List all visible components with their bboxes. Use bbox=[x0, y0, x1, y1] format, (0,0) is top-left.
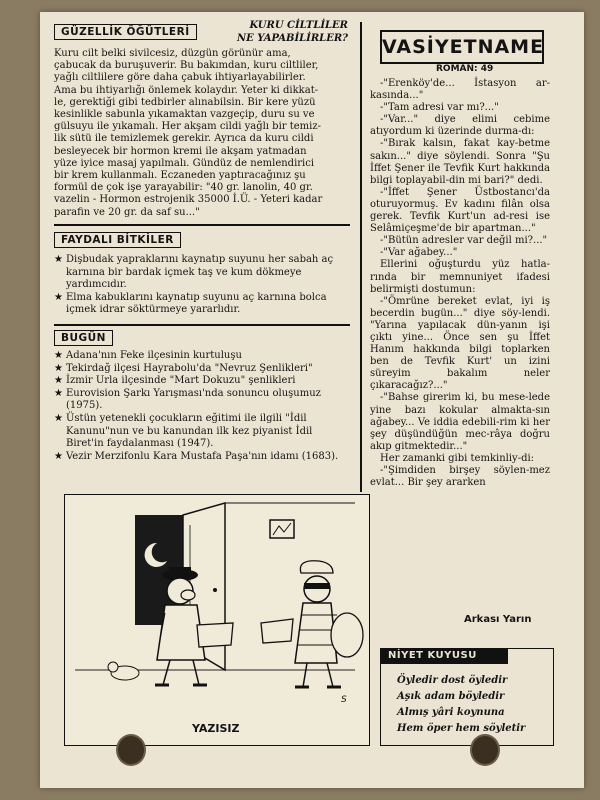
poem-line: Hem öper hem söyletir bbox=[397, 723, 526, 734]
list-item bbox=[54, 451, 348, 464]
article-line: yüze iyice masaj yapılmalı. Gündüz de nemlendirici bbox=[54, 157, 315, 169]
star-icon: ★ bbox=[54, 362, 63, 374]
article-line: gülsuyu ile yıkamalı. Her akşam cildi yağlı bir temiz- bbox=[54, 121, 322, 133]
list-item-text: Adana'nın Feke ilçesinin kurtuluşu bbox=[66, 350, 242, 361]
article-line: Kuru cilt belki sivilcesiz, düzgün görünür ama, bbox=[54, 48, 291, 59]
punch-hole bbox=[470, 734, 500, 766]
divider bbox=[54, 324, 350, 326]
bugun-list bbox=[54, 350, 348, 463]
list-item bbox=[54, 413, 348, 451]
star-icon: ★ bbox=[54, 291, 63, 303]
star-icon: ★ bbox=[54, 254, 63, 265]
article-line: bir krem kullanmalı. Eczaneden yaptıracağınız şu bbox=[54, 170, 306, 182]
article-line: yağlı ciltlilere göre daha çabuk ihtiyarlayabilirler. bbox=[54, 72, 306, 84]
serial-paragraph: -"Bütün adresler var değil mi?..." bbox=[380, 235, 548, 247]
star-icon: ★ bbox=[54, 350, 63, 361]
serial-masthead: VASİYETNAME bbox=[380, 30, 544, 64]
poem-line: Öyledir dost öyledir bbox=[397, 675, 508, 686]
list-item bbox=[54, 350, 348, 363]
list-item bbox=[54, 388, 348, 413]
newspaper-clipping bbox=[40, 12, 584, 788]
list-item-text: Vezir Merzifonlu Kara Mustafa Paşa'nın idamı (1683). bbox=[66, 450, 339, 462]
serial-paragraph: -"Ömrüne bereket evlat, iyi iş becerdin bugün..." diye söy-lendi. "Yarına yapılacak dün-yanın işi çıktı yine... Önce sen şu İffet Hanım hakkında bilgi toplarken ben de Tevfik Kurt' un izini süreyim bakalım neler çıkaracağız?..." bbox=[370, 295, 550, 392]
cartoon-illustration bbox=[64, 494, 370, 746]
serial-paragraph: -"İffet Şener Üstbostancı'da oturuyormuş. Ev kadını filân olsa gerek. Tevfik Kurt'un ad-resi ise Selâmiçeşme'de bir apartman..." bbox=[370, 186, 550, 235]
serial-paragraph: -"Bahse girerim ki, bu mese-lede yine bazı kokular almakta-sın ağabey... Ve iddia edebili-rim ki her şey düşündüğün mec-râya doğru akıp gitmektedir..." bbox=[370, 392, 550, 452]
serial-paragraph: -"Tam adresi var mı?..." bbox=[380, 102, 499, 114]
serial-paragraph: -"Var ağabey..." bbox=[380, 247, 458, 259]
article-line: parafin ve 20 gr. da saf su..." bbox=[54, 206, 200, 218]
article-line: lik sütü ile temizlemek gerekir. Ayrıca da kuru cildi bbox=[54, 133, 314, 145]
list-item-text: Dişbudak yapraklarını kaynatıp suyunu her sabah aç karnına bir bardak içmek taş ve kum dökmeye yardımcıdır. bbox=[66, 254, 334, 291]
section-title-niyet: NİYET KUYUSU bbox=[380, 648, 508, 664]
article-line: le, gerektiği gibi tedbirler alınabilsin. Bir kere yüzü bbox=[54, 96, 316, 108]
serial-part-number: ROMAN: 49 bbox=[436, 64, 494, 74]
list-item-text: Tekirdağ ilçesi Hayrabolu'da "Nevruz Şenlikleri" bbox=[66, 362, 313, 374]
serial-body bbox=[370, 78, 550, 489]
list-item bbox=[54, 375, 348, 388]
article-title: KURU CİLTLİLER NE YAPABİLİRLER? bbox=[236, 20, 348, 44]
article-line: kesinlikle sabunla yıkamaktan vazgeçip, duru su ve bbox=[54, 109, 315, 121]
star-icon: ★ bbox=[54, 387, 63, 399]
star-icon: ★ bbox=[54, 375, 63, 387]
serial-paragraph: -"Var..." diye elimi cebime atıyordum ki üzerinde durma-dı: bbox=[370, 114, 550, 138]
section-title-bugun: BUGÜN bbox=[54, 330, 113, 346]
article-line: besleyecek bir hormon kremi ile akşam yatmadan bbox=[54, 145, 307, 157]
article-body bbox=[54, 48, 348, 219]
punch-hole bbox=[116, 734, 146, 766]
cartoonist-signature: S bbox=[341, 695, 347, 705]
divider bbox=[54, 224, 350, 226]
list-item bbox=[54, 363, 348, 376]
niyet-kuyusu-box bbox=[380, 648, 554, 746]
list-item-text: Üstün yetenekli çocukların eğitimi ile ilgili "İdil Kanunu"nun ve bu kanundan ilk kez piyanist İdil Biret'in faydalanması (1947). bbox=[66, 412, 313, 450]
cartoon-caption: YAZISIZ bbox=[192, 722, 240, 735]
star-icon: ★ bbox=[54, 412, 63, 424]
serial-paragraph: -"Erenköy'de... İstasyon ar-kasında..." bbox=[370, 78, 550, 102]
serial-paragraph: Her zamanki gibi temkinliy-di: bbox=[380, 452, 535, 464]
serial-paragraph: -"Şimdiden birşey söylen-mez evlat... Bir şey ararken bbox=[370, 465, 550, 489]
cartoon-drawing bbox=[65, 495, 369, 745]
faydali-list bbox=[54, 254, 348, 317]
list-item bbox=[54, 254, 348, 292]
poem-line: Almış yâri koynuna bbox=[397, 707, 505, 718]
list-item-text: Eurovision Şarkı Yarışması'nda sonuncu oluşumuz (1975). bbox=[66, 387, 321, 412]
continued-notice: Arkası Yarın bbox=[464, 614, 532, 625]
article-line: formül de çok işe yarayabilir: "40 gr. lanolin, 40 gr. bbox=[54, 182, 313, 194]
list-item-text: Elma kabuklarını kaynatıp suyunu aç karnına bolca içmek idrar söktürmeye yararlıdır. bbox=[66, 291, 327, 316]
section-title-faydali: FAYDALI BİTKİLER bbox=[54, 232, 181, 248]
star-icon: ★ bbox=[54, 450, 63, 462]
serial-paragraph: -"Bırak kalsın, fakat kay-betme sakın..." diye söylendi. Sonra "Şu İffet Şener ile Tevfik Kurt hakkında bilgi toplayabil-din mi bari?" dedi. bbox=[370, 138, 550, 186]
list-item-text: İzmir Urla ilçesinde "Mart Dokuzu" şenlikleri bbox=[66, 375, 296, 387]
column-divider bbox=[360, 22, 362, 492]
article-line: vazelin - Hormon estrojenik 35000 İ.Ü. - Yeteri kadar bbox=[54, 194, 323, 206]
article-line: çabucak da buruşuverir. Bu bakımdan, kuru ciltliler, bbox=[54, 60, 319, 72]
poem-line: Aşık adam böyledir bbox=[397, 691, 505, 702]
article-line: Ama bu ihtiyarlığı önlemek kolaydır. Yeter ki dikkat- bbox=[54, 84, 319, 96]
serial-paragraph: Ellerini oğuşturdu yüz hatla-rında bir memnuniyet ifadesi belirmişti dostumun: bbox=[370, 259, 550, 295]
list-item bbox=[54, 292, 348, 317]
section-title-guzellik: GÜZELLİK ÖĞÜTLERİ bbox=[54, 24, 197, 40]
